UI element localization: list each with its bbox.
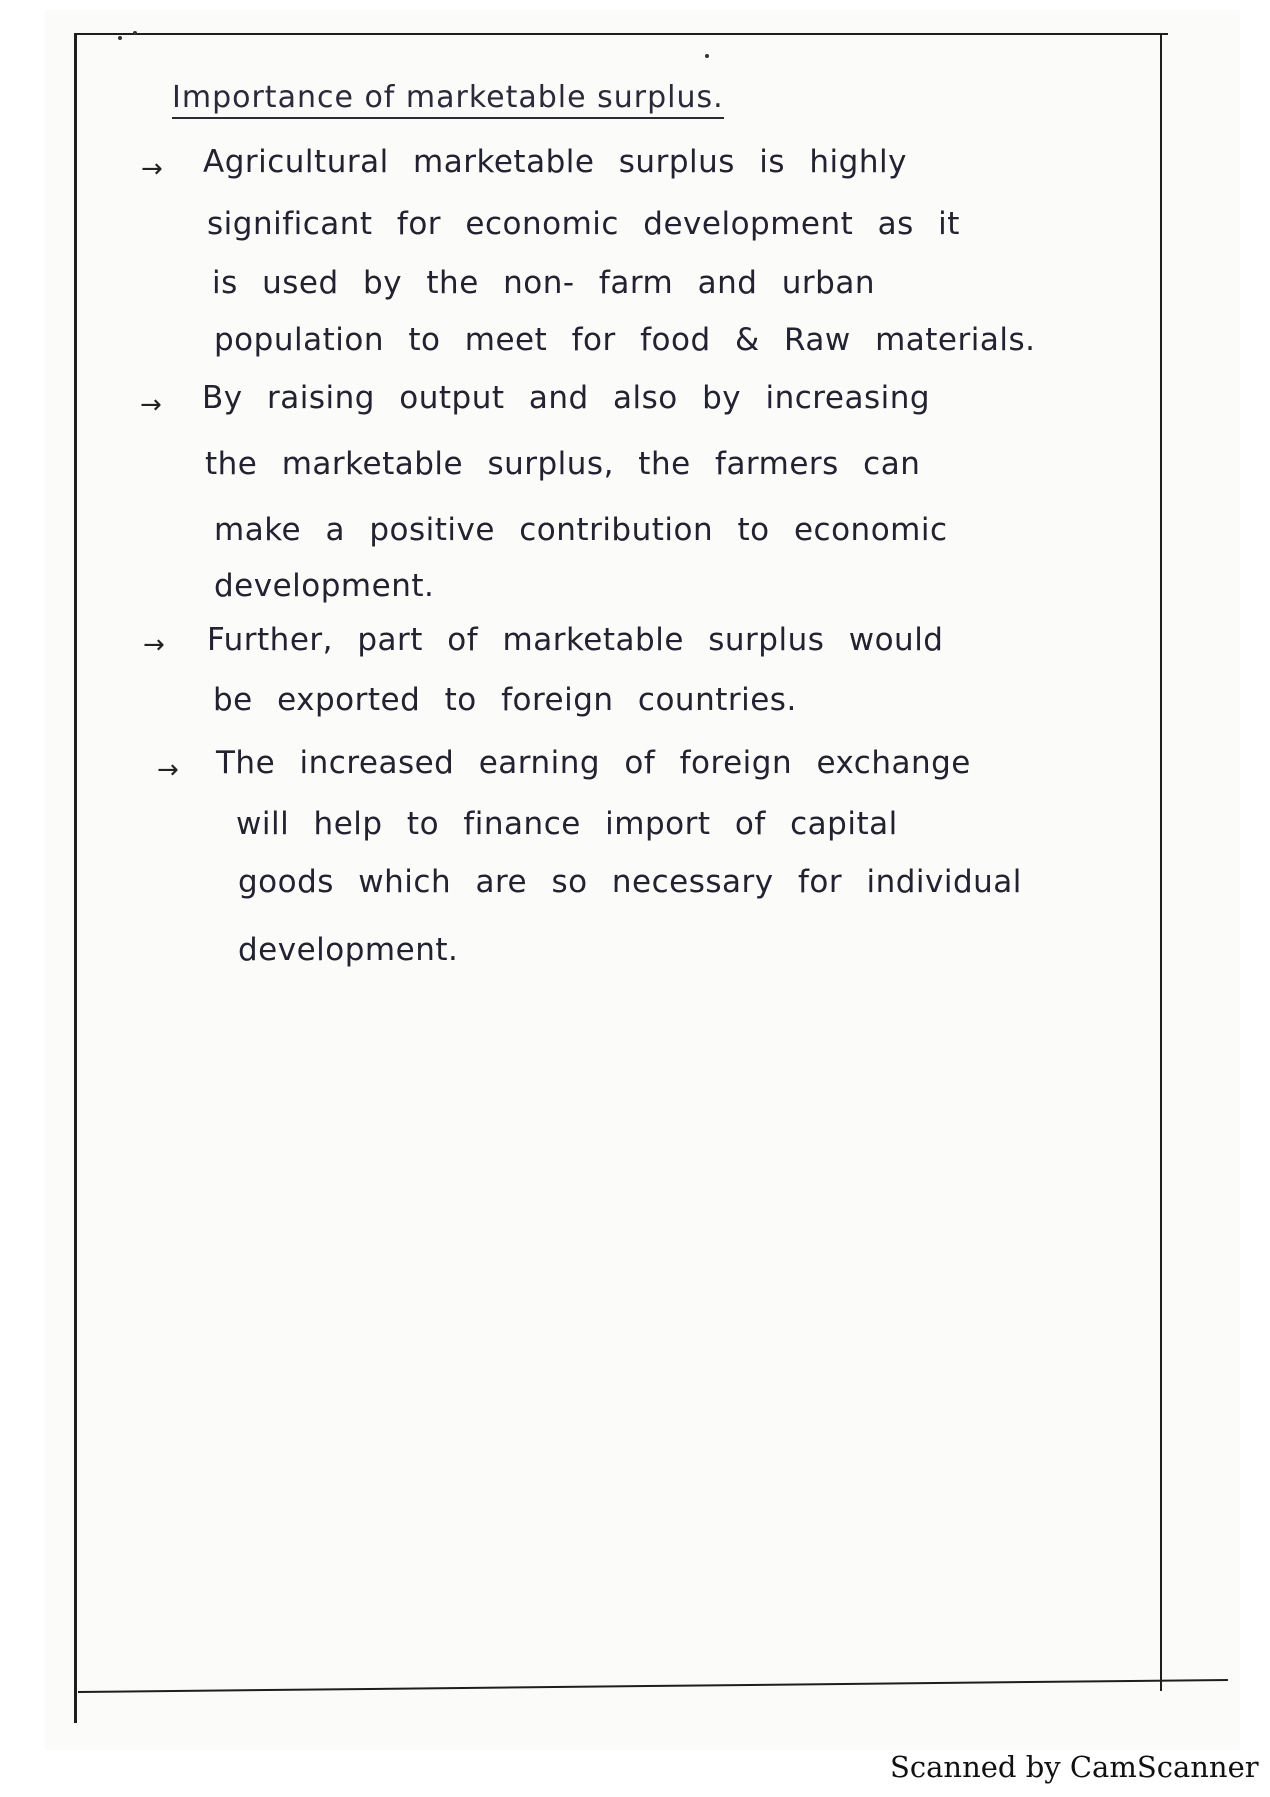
text-line: population to meet for food & Raw materials.: [214, 322, 1036, 358]
text-line: development.: [214, 568, 435, 604]
bullet-arrow: →: [140, 390, 162, 420]
bullet-arrow: →: [157, 755, 179, 785]
page-title: Importance of marketable surplus.: [172, 80, 724, 119]
margin-line-top: [74, 33, 1168, 35]
bullet-arrow: →: [141, 154, 163, 184]
text-line: the marketable surplus, the farmers can: [205, 446, 921, 482]
ink-speck: [705, 54, 709, 58]
text-line: make a positive contribution to economic: [214, 512, 948, 548]
text-line: is used by the non- farm and urban: [212, 265, 875, 301]
text-line: be exported to foreign countries.: [213, 682, 797, 718]
text-line: will help to finance import of capital: [236, 806, 898, 842]
text-line: significant for economic development as it: [207, 206, 960, 242]
text-line: The increased earning of foreign exchange: [216, 745, 971, 781]
margin-line-right: [1160, 33, 1162, 1691]
bullet-arrow: →: [143, 630, 165, 660]
text-line: development.: [238, 932, 459, 968]
text-line: Further, part of marketable surplus would: [207, 622, 944, 658]
margin-line-left: [74, 33, 77, 1723]
ink-speck: [133, 31, 137, 35]
ink-speck: [118, 36, 122, 40]
text-line: By raising output and also by increasing: [202, 380, 931, 416]
text-line: Agricultural marketable surplus is highly: [203, 144, 907, 180]
text-line: goods which are so necessary for individual: [238, 864, 1022, 900]
scanner-watermark: Scanned by CamScanner: [890, 1750, 1259, 1784]
